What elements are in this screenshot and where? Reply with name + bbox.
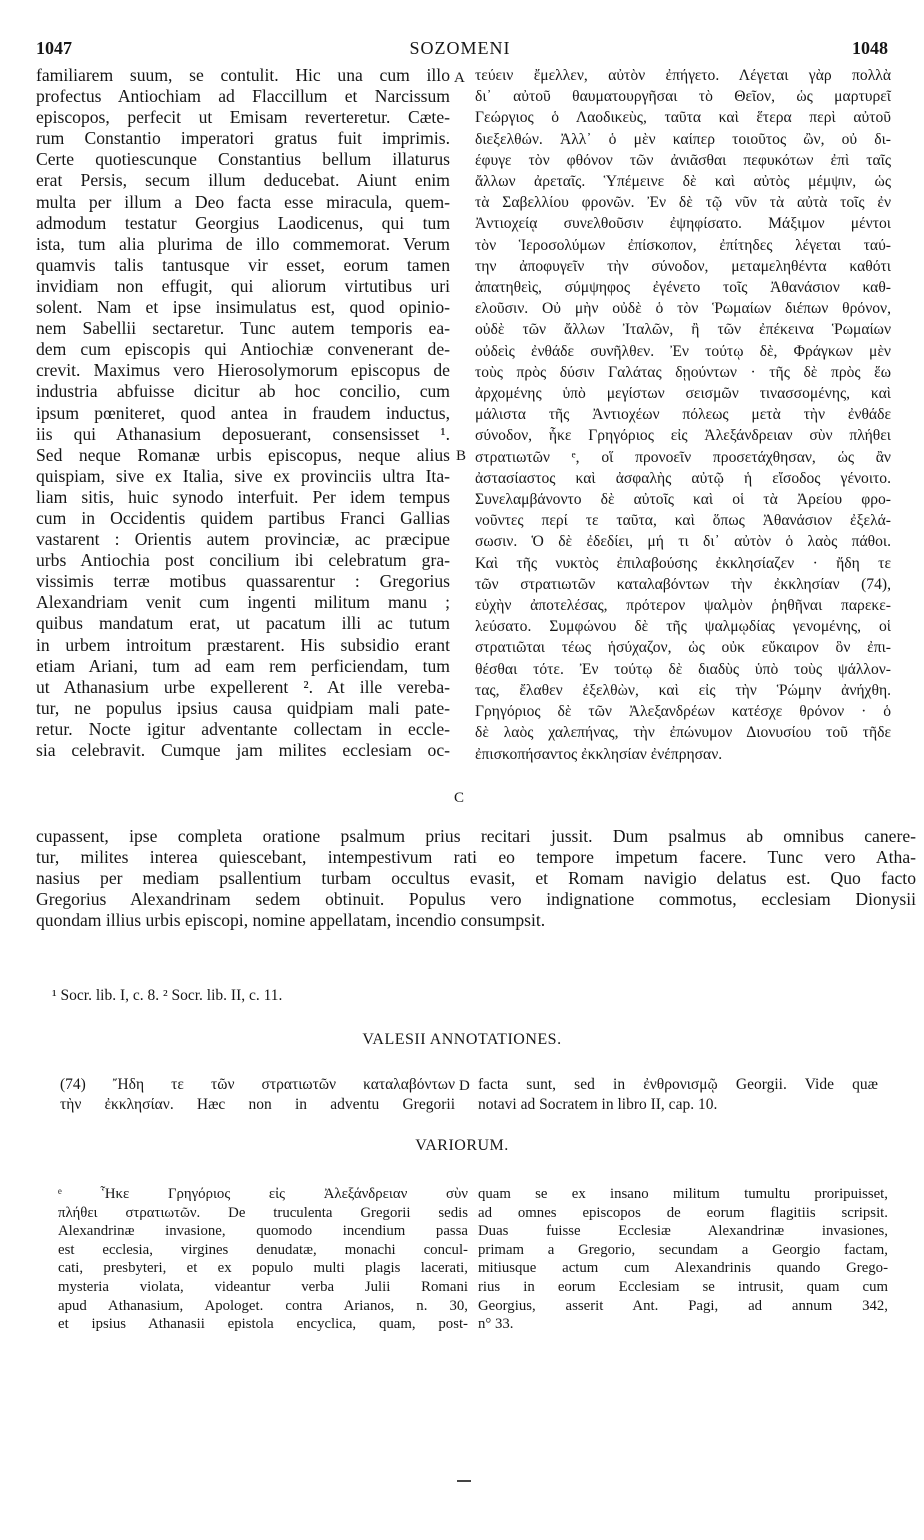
variorum-note-right <box>478 1185 888 1334</box>
greek-text-line: ἀπατηθεὶς, σύμψηφος ἐγένετο τοῖς Ἀθανάσιον καθ- <box>475 279 891 297</box>
greek-column <box>475 65 891 765</box>
greek-text-line: οὐδεὶς ἐνθάδε συνῆλθεν. Ἐν τούτῳ δὲ, Φράγκων μὲν <box>475 342 891 360</box>
latin-text-line: crevit. Maximus vero Hierosolymorum episcopus de <box>36 360 450 381</box>
greek-text-line: οὐδὲ τῶν ἄλλων Ἰταλῶν, ἢ τῶν ἐπέκεινα Ῥωμαίων <box>475 321 891 339</box>
greek-text-line: λεύσατο. Συμφώνου δὲ τῆς ψαλμῳδίας γενομένης, οἱ <box>475 618 891 636</box>
greek-text-line: σωσιν. Ὁ δὲ ἐδεδίει, μή τι δι᾽ αὐτὸν ὁ λαὸς πάθοι. <box>475 533 891 551</box>
latin-continuation-line: quondam illius urbis episcopi, nomine appellatam, incendio consumpsit. <box>36 910 546 931</box>
greek-text-line: Ἀντιοχείᾳ συνελθοῦσιν ἐψηφίσατο. Μάξιμον μέντοι <box>475 215 891 233</box>
latin-text-line: quispiam, sive ex Italia, sive ex provinciis ultra Ita- <box>36 465 450 486</box>
greek-text-line: δι᾽ αὐτοῦ θαυματουργῆσαι τὸ Θεῖον, ὡς μαρτυρεῖ <box>475 88 891 106</box>
latin-text-line: Alexandriam venit cum ingenti militum manu ; <box>36 592 450 613</box>
latin-text-line: urbs Antiochia post concilium ibi celebratum gra- <box>36 550 450 571</box>
latin-text-line: ut Athanasium urbe expellerent ². At ille vereba- <box>36 676 450 697</box>
latin-text-line: nem Sabellii sectaretur. Tunc autem temporis ea- <box>36 318 450 339</box>
latin-continuation-line: Gregorius Alexandrinam sedem obtinuit. Populus vero indignatione commotus, ecclesiam Dionysii <box>36 889 916 910</box>
latin-continuation-line: tur, milites interea quiescebant, intempestivum rati eo tempore impetum facere. Tunc vero Atha- <box>36 847 916 868</box>
greek-text-line: ελοῦσιν. Οὐ μὴν οὐδὲ ὁ τὸν Ῥωμαίων διέπων θρόνον, <box>475 300 891 318</box>
variorum-line: Georgius, asserit Ant. Pagi, ad annum 342, <box>478 1297 888 1314</box>
latin-text-line: etiam Ariani, tum ad eam rem perficiendam, tum <box>36 655 450 676</box>
greek-text-line: τας, ἔλαθεν ἐξελθὼν, καὶ εἰς τὴν Ῥώμην ἀνήχθη. <box>475 681 891 699</box>
latin-text-line: admodum testatur Georgius Laodicenus, qui tum <box>36 212 450 233</box>
variorum-line: ad omnes episcopos de eorum flagitiis scripsit. <box>478 1204 888 1221</box>
variorum-heading: VARIORUM. <box>415 1137 509 1154</box>
section-marker-b: B <box>456 448 467 464</box>
greek-text-line: Καὶ τῆς νυκτὸς ἐπιλαβούσης ἐκκλησίαζεν · ἤδη τε <box>475 554 891 572</box>
greek-text-line: Συνελαμβάνοντο δὲ αὐτοῖς καὶ οἱ τὰ Ἀρείου φρο- <box>475 491 891 509</box>
latin-text-line: rum Constantio imperatori gratus fuit imprimis. <box>36 128 450 149</box>
greek-text-line: θέσθαι τότε. Ἐν τούτῳ δὲ διαδὺς ὑπὸ τοὺς ψάλλον- <box>475 660 891 678</box>
latin-text-line: in urbem introitum præstarent. His subsidio erant <box>36 634 450 655</box>
greek-text-line: έφυγε τὸν φθόνον τῶν ἀνιᾶσθαι πεφυκότων ἐπὶ ταῖς <box>475 151 891 169</box>
variorum-line: mysteria violata, videantur verba Julii Romani <box>58 1278 468 1295</box>
variorum-line: cati, presbyteri, et ex populo multi plagis lacerati, <box>58 1260 468 1277</box>
greek-text-line: τοὺς πρὸς δύσιν Γαλάτας δῃούντων · τῆς δὲ πρὸς ἕω <box>475 363 891 381</box>
latin-text-line: dem cum episcopis qui Antiochiæ convenerant de- <box>36 339 450 360</box>
latin-text-line: cum in Occidentis quidem partibus Franci Gallias <box>36 507 450 528</box>
variorum-line: mitiusque actum cum Alexandrinis quando Grego- <box>478 1260 888 1277</box>
variorum-line: quam se ex insano militum tumultu proripuisset, <box>478 1186 888 1202</box>
latin-column <box>36 65 450 761</box>
latin-text-line: vissimis terræ motibus quassarentur : Gregorius <box>36 571 450 592</box>
latin-text-line: retur. Nocte igitur adventante collectam in eccle- <box>36 718 450 739</box>
greek-text-line: τὸν Ἱεροσολύμων ἐπίσκοπον, ἐπίτηδες λέγεται ταύ- <box>475 236 891 254</box>
latin-text-line: tur, ne populus ipsius causa quidpiam mali pate- <box>36 697 450 718</box>
latin-continuation-line: nasius per mediam psallentium turbam occultus evasit, et Romam navigio delatus est. Quo facto <box>36 868 916 889</box>
latin-text-line: quibus mandatum erat, ut pacatum illi ac tutum <box>36 613 450 634</box>
latin-text-line: iis qui Athanasium deposuerant, consensisset ¹. <box>36 423 450 444</box>
latin-text-line: ista, tum alia plurima de illo commemorat. Verum <box>36 233 450 254</box>
valesii-annotation-right <box>478 1075 878 1115</box>
greek-text-line: ἀστασίαστος καὶ ἀσφαλὴς αὐτῷ ἡ εἴσοδος γένοιτο. <box>475 469 891 487</box>
latin-text-line: Sed neque Romanæ urbis episcopus, neque alius <box>36 444 450 465</box>
greek-text-line: την ἀποφυγεῖν τὴν σύνοδον, μεταμεληθέντα καθότι <box>475 257 891 275</box>
variorum-line: et ipsius Athanasii epistola encyclica, quam, post- <box>58 1316 468 1333</box>
footnotes: ¹ Socr. lib. I, c. 8. ² Socr. lib. II, c. 11. <box>52 987 283 1004</box>
greek-text-line: μάλιστα τῆς Ἀντιοχέων πόλεως μετὰ τὴν ἐνθάδε <box>475 406 891 424</box>
latin-continuation-line: cupassent, ipse completa oratione psalmum prius recitari jussit. Dum psalmus ab omnibus canere- <box>36 826 916 846</box>
greek-text-line: Γεώργιος ὁ Λαοδικεὺς, ταῦτα καὶ ἕτερα περὶ αὐτοῦ <box>475 109 891 127</box>
greek-text-line: σύνοδον, ἧκε Γρηγόριος εἰς Ἀλεξάνδρειαν σὺν πλήθει <box>475 427 891 445</box>
variorum-line: apud Athanasium, Apologet. contra Arianos, n. 30, <box>58 1297 468 1314</box>
greek-text-line: ἄλλων ἀρεταῖς. Ὑπέμεινε δὲ καὶ αὐτὸς μέμψιν, ὡς <box>475 173 891 191</box>
latin-text-line: invidiam non effugit, qui aliorum virtutibus uri <box>36 275 450 296</box>
latin-text-line: quamvis talis tantusque vir esset, eorum tamen <box>36 254 450 275</box>
latin-continuation <box>36 826 916 931</box>
end-rule <box>457 1480 471 1482</box>
variorum-line: ᵉ Ἧκε Γρηγόριος εἰς Ἀλεξάνδρειαν σὺν <box>58 1186 468 1202</box>
latin-text-line: profectus Antiochiam ad Flaccillum et Narcissum <box>36 86 450 107</box>
left-page-number: 1047 <box>36 38 72 58</box>
annotation-line: notavi ad Socratem in libro II, cap. 10. <box>478 1096 718 1113</box>
latin-text-line: ipsum pœniteret, quod antea in fraudem inductus, <box>36 402 450 423</box>
latin-text-line: Certe quotiescunque Constantius bellum illaturus <box>36 149 450 170</box>
greek-text-line: διεξελθών. Ἀλλ᾽ ὁ μὲν καίπερ τοιοῦτος ὢν, οὐ δι- <box>475 130 891 148</box>
variorum-line: primam a Gregorio, secundam a Georgio factam, <box>478 1241 888 1258</box>
variorum-line: Duas fuisse Ecclesiæ Alexandrinæ invasiones, <box>478 1223 888 1240</box>
section-marker-a: A <box>454 70 465 86</box>
latin-text-line: liam sitis, huic synodo interfuit. Per idem tempus <box>36 486 450 507</box>
valesii-heading: VALESII ANNOTATIONES. <box>362 1031 562 1048</box>
latin-text-line: vastarent : Orientis autem provinciæ, ac præcipue <box>36 529 450 550</box>
latin-text-line: sia celebravit. Cumque jam milites ecclesiam oc- <box>36 740 450 760</box>
greek-text-line: ἐπισκοπήσαντος ἐκκλησίαν ἐνέπρησαν. <box>475 745 723 763</box>
greek-text-line: ἀρχομένης ὑπὸ μεγίστων σεισμῶν τινασσομένης, καὶ <box>475 385 891 403</box>
greek-text-line: τὰ Σαβελλίου φρονῶν. Ἐν δὲ τῷ νῦν τὰ αὐτὰ τοῖς ἐν <box>475 194 891 212</box>
latin-text-line: solent. Nam et ipse insimulatus est, quod opinio- <box>36 297 450 318</box>
variorum-line: rius in eorum Ecclesiam se intrusit, quam cum <box>478 1278 888 1295</box>
greek-text-line: δὲ λαὸς χαλεπήνας, τὴν ἐπώνυμον Διονυσίου τοῦ τῆδε <box>475 724 891 742</box>
variorum-line: Alexandrinæ invasione, quomodo incendium passa <box>58 1223 468 1240</box>
annotation-line: τὴν ἐκκλησίαν. Hæc non in adventu Gregorii <box>60 1096 455 1113</box>
section-marker-d: D <box>459 1078 470 1094</box>
right-page-number: 1048 <box>852 38 888 58</box>
latin-text-line: industria abfuisse dicitur ab hoc concilio, cum <box>36 381 450 402</box>
latin-text-line: multa per illum a Deo facta esse miracula, quem- <box>36 191 450 212</box>
variorum-line: πλήθει στρατιωτῶν. De truculenta Gregorii sedis <box>58 1204 468 1221</box>
greek-text-line: εὐχὴν ἀποτελέσας, πρότερον ψαλμὸν ῥηθῆναι παρεκε- <box>475 597 891 615</box>
annotation-line: facta sunt, sed in ἐνθρονισμῷ Georgii. Vide quæ <box>478 1076 878 1093</box>
greek-text-line: τῶν στρατιωτῶν καταλαβόντων τὴν ἐκκλησίαν (74), <box>475 575 891 593</box>
greek-text-line: Γρηγόριος δὲ τῶν Ἀλεξανδρέων κατέσχε θρόνον · ὁ <box>475 703 891 721</box>
greek-text-line: στρατιῶται τέως ἡσύχαζον, ὡς οὐκ εὔκαιρον ὃν ἐπι- <box>475 639 891 657</box>
variorum-note-left <box>58 1185 468 1334</box>
running-title: SOZOMENI <box>409 38 511 58</box>
variorum-line: est ecclesia, virgines denudatæ, monachi concul- <box>58 1241 468 1258</box>
valesii-annotation-left <box>60 1075 455 1115</box>
variorum-line: n° 33. <box>478 1316 514 1333</box>
latin-text-line: erat Persis, secum illum deducebat. Aiunt enim <box>36 170 450 191</box>
greek-text-line: νοῦντες περί τε ταῦτα, καὶ ὅπως Ἀθανάσιον ἐξελά- <box>475 512 891 530</box>
latin-text-line: familiarem suum, se contulit. Hic una cum illo <box>36 65 450 85</box>
annotation-line: (74) Ἤδη τε τῶν στρατιωτῶν καταλαβόντων <box>60 1076 455 1093</box>
greek-text-line: στρατιωτῶν ᵉ, οἵ προνοεῖν προσετάχθησαν, ὡς ἂν <box>475 448 891 466</box>
section-marker-c: C <box>454 790 465 806</box>
greek-text-line: τεύειν ἔμελλεν, αὐτὸν ἐπήγετο. Λέγεται γὰρ πολλὰ <box>475 67 891 84</box>
latin-text-line: episcopos, perfecit ut Emisam reverteretur. Cæte- <box>36 107 450 128</box>
